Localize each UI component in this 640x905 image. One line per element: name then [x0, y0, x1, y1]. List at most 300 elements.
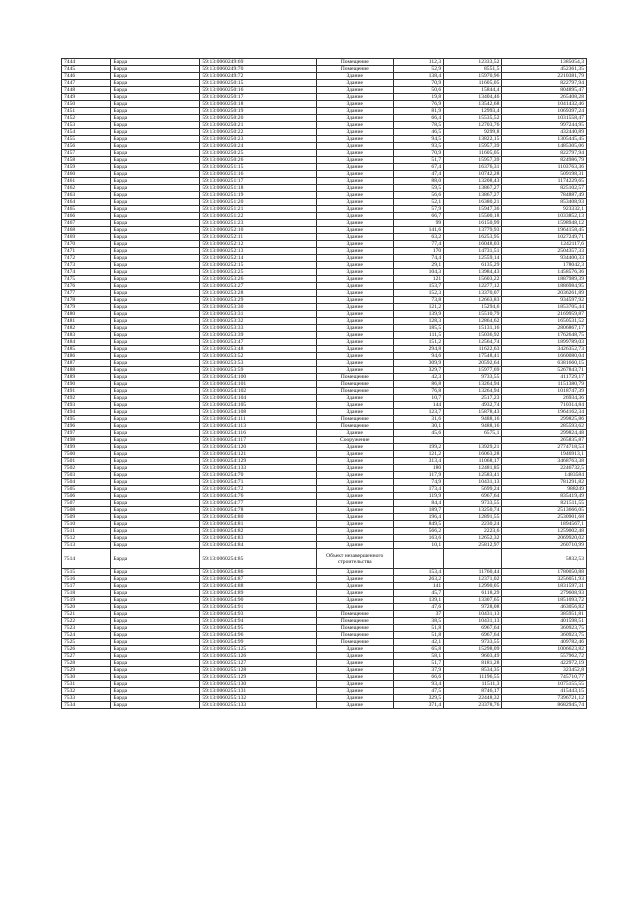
- row-number-cell: 7446: [62, 73, 111, 80]
- cadastral-number-cell: 59:13:0060254:77: [200, 500, 316, 507]
- cadastral-number-cell: 59:13:0060254:90: [200, 597, 316, 604]
- area-cell: 47,4: [393, 171, 444, 178]
- area-cell: 313,4: [393, 458, 444, 465]
- cadastral-value-cell: 452361,35: [502, 66, 587, 73]
- table-row: [62, 290, 587, 297]
- row-number-cell: 7458: [62, 157, 111, 164]
- unit-value-cell: 12333,52: [444, 59, 502, 66]
- unit-value-cell: 15131,16: [444, 325, 502, 332]
- cadastral-value-cell: 299825,86: [502, 416, 587, 423]
- unit-value-cell: 17548,41: [444, 353, 502, 360]
- object-type-cell: Здание: [316, 80, 393, 87]
- area-cell: 139,1: [393, 597, 444, 604]
- cadastral-number-cell: 59:13:0060253:29: [200, 297, 316, 304]
- area-cell: 123,7: [393, 409, 444, 416]
- cadastral-number-cell: 59:13:0060250:22: [200, 129, 316, 136]
- cadastral-number-cell: 59:13:0060253:30: [200, 304, 316, 311]
- cadastral-value-cell: 1762648,75: [502, 332, 587, 339]
- district-cell: Барда: [111, 395, 200, 402]
- row-number-cell: 7464: [62, 199, 111, 206]
- table-row: [62, 325, 587, 332]
- unit-value-cell: 2517,23: [444, 395, 502, 402]
- table-body: [62, 59, 587, 709]
- table-row: [62, 346, 587, 353]
- row-number-cell: 7455: [62, 136, 111, 143]
- row-number-cell: 7468: [62, 227, 111, 234]
- area-cell: 141,6: [393, 227, 444, 234]
- area-cell: 329,5: [393, 695, 444, 702]
- cadastral-value-cell: 784887,49: [502, 192, 587, 199]
- table-row: [62, 192, 587, 199]
- table-row: [62, 332, 587, 339]
- unit-value-cell: 12559,14: [444, 255, 502, 262]
- cadastral-number-cell: 59:13:0060255:131: [200, 688, 316, 695]
- table-row: [62, 339, 587, 346]
- cadastral-number-cell: 59:13:0060251:23: [200, 220, 316, 227]
- row-number-cell: 7505: [62, 486, 111, 493]
- district-cell: Барда: [111, 611, 200, 618]
- cadastral-number-cell: 59:13:0060251:18: [200, 185, 316, 192]
- object-type-cell: Помещение: [316, 625, 393, 632]
- table-row: [62, 472, 587, 479]
- area-cell: 153,7: [393, 283, 444, 290]
- district-cell: Барда: [111, 465, 200, 472]
- area-cell: 93,5: [393, 143, 444, 150]
- table-row: [62, 667, 587, 674]
- row-number-cell: 7473: [62, 262, 111, 269]
- unit-value-cell: 10431,13: [444, 618, 502, 625]
- unit-value-cell: 9603,49: [444, 653, 502, 660]
- cadastral-number-cell: 59:13:0060254:72: [200, 486, 316, 493]
- cadastral-number-cell: 59:13:0060250:21: [200, 122, 316, 129]
- table-row: [62, 171, 587, 178]
- cadastral-value-cell: 2530901,68: [502, 514, 587, 521]
- table-row: [62, 625, 587, 632]
- district-cell: Барда: [111, 646, 200, 653]
- object-type-cell: Здание: [316, 479, 393, 486]
- area-cell: 78,5: [393, 122, 444, 129]
- area-cell: 74,4: [393, 255, 444, 262]
- row-number-cell: 7497: [62, 430, 111, 437]
- area-cell: 196,4: [393, 514, 444, 521]
- area-cell: 199,2: [393, 444, 444, 451]
- row-number-cell: 7457: [62, 150, 111, 157]
- unit-value-cell: 6135,29: [444, 262, 502, 269]
- object-type-cell: Здание: [316, 304, 393, 311]
- district-cell: Барда: [111, 618, 200, 625]
- object-type-cell: Здание: [316, 248, 393, 255]
- area-cell: 99: [393, 220, 444, 227]
- cadastral-number-cell: 59:13:0060252:12: [200, 241, 316, 248]
- unit-value-cell: 2223,6: [444, 528, 502, 535]
- object-type-cell: Помещение: [316, 611, 393, 618]
- cadastral-number-cell: 59:13:0060255:127: [200, 660, 316, 667]
- unit-value-cell: 9299,8: [444, 129, 502, 136]
- object-type-cell: Здание: [316, 528, 393, 535]
- row-number-cell: 7501: [62, 458, 111, 465]
- cadastral-value-cell: 1242117,6: [502, 241, 587, 248]
- table-row: [62, 122, 587, 129]
- cadastral-value-cell: 1151380,79: [502, 381, 587, 388]
- row-number-cell: 7512: [62, 535, 111, 542]
- object-type-cell: Помещение: [316, 423, 393, 430]
- cadastral-value-cell: 2504357,33: [502, 248, 587, 255]
- district-cell: Барда: [111, 660, 200, 667]
- cadastral-number-cell: 59:13:0060255:130: [200, 681, 316, 688]
- cadastral-value-cell: 360923,75: [502, 632, 587, 639]
- object-type-cell: Здание: [316, 604, 393, 611]
- cadastral-value-cell: 1027249,71: [502, 234, 587, 241]
- row-number-cell: 7494: [62, 409, 111, 416]
- area-cell: 121: [393, 276, 444, 283]
- cadastral-number-cell: 59:13:0060254:80: [200, 514, 316, 521]
- table-row: [62, 402, 587, 409]
- cadastral-number-cell: 59:13:0060254:83: [200, 535, 316, 542]
- unit-value-cell: 11068,17: [444, 458, 502, 465]
- object-type-cell: Здание: [316, 178, 393, 185]
- area-cell: 42,1: [393, 639, 444, 646]
- cadastral-number-cell: 59:13:0060250:16: [200, 87, 316, 94]
- district-cell: Барда: [111, 549, 200, 569]
- object-type-cell: Сооружение: [316, 437, 393, 444]
- unit-value-cell: 12371,02: [444, 576, 502, 583]
- cadastral-value-cell: 822797,94: [502, 80, 587, 87]
- district-cell: Барда: [111, 73, 200, 80]
- cadastral-value-cell: 934597,92: [502, 297, 587, 304]
- unit-value-cell: 9488,16: [444, 423, 502, 430]
- cadastral-value-cell: 3426352,73: [502, 346, 587, 353]
- cadastral-number-cell: 59:13:0060254:93: [200, 611, 316, 618]
- area-cell: 46,5: [393, 129, 444, 136]
- table-row: [62, 101, 587, 108]
- object-type-cell: Здание: [316, 199, 393, 206]
- table-row: [62, 479, 587, 486]
- unit-value-cell: 16063,28: [444, 451, 502, 458]
- district-cell: Барда: [111, 94, 200, 101]
- cadastral-value-cell: 3468763,38: [502, 458, 587, 465]
- cadastral-number-cell: 59:13:0060254:108: [200, 409, 316, 416]
- object-type-cell: Здание: [316, 157, 393, 164]
- unit-value-cell: 12652,32: [444, 535, 502, 542]
- area-cell: 73,8: [393, 297, 444, 304]
- area-cell: 57,9: [393, 206, 444, 213]
- area-cell: 144: [393, 402, 444, 409]
- area-cell: 76,9: [393, 101, 444, 108]
- cadastral-number-cell: 59:13:0060252:13: [200, 248, 316, 255]
- object-type-cell: Здание: [316, 590, 393, 597]
- district-cell: Барда: [111, 430, 200, 437]
- cadastral-number-cell: 59:13:0060254:91: [200, 604, 316, 611]
- cadastral-number-cell: 59:13:0060251:21: [200, 206, 316, 213]
- row-number-cell: 7451: [62, 108, 111, 115]
- cadastral-number-cell: 59:13:0060254:89: [200, 590, 316, 597]
- cadastral-number-cell: 59:13:0060255:128: [200, 667, 316, 674]
- row-number-cell: 7509: [62, 514, 111, 521]
- row-number-cell: 7499: [62, 444, 111, 451]
- cadastral-number-cell: 59:13:0060250:19: [200, 108, 316, 115]
- area-cell: 70,9: [393, 80, 444, 87]
- table-row: [62, 486, 587, 493]
- area-cell: 77,4: [393, 241, 444, 248]
- object-type-cell: Здание: [316, 542, 393, 549]
- table-row: [62, 157, 587, 164]
- cadastral-value-cell: 2036261,89: [502, 290, 587, 297]
- table-row: [62, 409, 587, 416]
- row-number-cell: 7481: [62, 318, 111, 325]
- district-cell: Барда: [111, 199, 200, 206]
- area-cell: 849,5: [393, 521, 444, 528]
- district-cell: Барда: [111, 535, 200, 542]
- district-cell: Барда: [111, 171, 200, 178]
- cadastral-value-cell: 285593,62: [502, 423, 587, 430]
- table-row: [62, 604, 587, 611]
- object-type-cell: Здание: [316, 227, 393, 234]
- cadastral-number-cell: 59:13:0060253:32: [200, 318, 316, 325]
- district-cell: Барда: [111, 374, 200, 381]
- table-row: [62, 304, 587, 311]
- object-type-cell: Здание: [316, 646, 393, 653]
- unit-value-cell: 5699,24: [444, 486, 502, 493]
- row-number-cell: 7482: [62, 325, 111, 332]
- cadastral-value-cell: 1069397,24: [502, 108, 587, 115]
- district-cell: Барда: [111, 255, 200, 262]
- cadastral-value-cell: 988249: [502, 486, 587, 493]
- object-type-cell: Здание: [316, 465, 393, 472]
- row-number-cell: 7506: [62, 493, 111, 500]
- table-row: [62, 611, 587, 618]
- cadastral-value-cell: 265408,28: [502, 94, 587, 101]
- object-type-cell: Здание: [316, 695, 393, 702]
- unit-value-cell: 8534,35: [444, 667, 502, 674]
- cadastral-value-cell: 265835,87: [502, 437, 587, 444]
- row-number-cell: 7459: [62, 164, 111, 171]
- table-row: [62, 213, 587, 220]
- unit-value-cell: 6118,29: [444, 590, 502, 597]
- area-cell: 65,8: [393, 646, 444, 653]
- cadastral-value-cell: 825102,57: [502, 185, 587, 192]
- row-number-cell: 7472: [62, 255, 111, 262]
- district-cell: Барда: [111, 639, 200, 646]
- table-row: [62, 514, 587, 521]
- object-type-cell: Здание: [316, 430, 393, 437]
- unit-value-cell: [444, 549, 502, 569]
- table-row: [62, 388, 587, 395]
- cadastral-value-cell: 2169959,87: [502, 311, 587, 318]
- document-page: [61, 58, 587, 709]
- table-row: [62, 528, 587, 535]
- object-type-cell: Здание: [316, 353, 393, 360]
- row-number-cell: 7530: [62, 674, 111, 681]
- area-cell: 29,1: [393, 262, 444, 269]
- cadastral-value-cell: 821511,55: [502, 500, 587, 507]
- cadastral-value-cell: 1946913,1: [502, 451, 587, 458]
- area-cell: 70,9: [393, 150, 444, 157]
- district-cell: Барда: [111, 472, 200, 479]
- district-cell: Барда: [111, 164, 200, 171]
- table-row: [62, 374, 587, 381]
- area-cell: 66,7: [393, 213, 444, 220]
- object-type-cell: Здание: [316, 444, 393, 451]
- row-number-cell: 7507: [62, 500, 111, 507]
- area-cell: 50,6: [393, 87, 444, 94]
- unit-value-cell: 11605,05: [444, 80, 502, 87]
- table-row: [62, 80, 587, 87]
- district-cell: Барда: [111, 101, 200, 108]
- object-type-cell: Здание: [316, 521, 393, 528]
- table-row: [62, 143, 587, 150]
- table-row: [62, 451, 587, 458]
- cadastral-value-cell: 26934,36: [502, 395, 587, 402]
- cadastral-number-cell: 59:13:0060255:125: [200, 646, 316, 653]
- cadastral-value-cell: 2774718,53: [502, 444, 587, 451]
- district-cell: Барда: [111, 178, 200, 185]
- area-cell: 170: [393, 248, 444, 255]
- object-type-cell: Здание: [316, 332, 393, 339]
- unit-value-cell: 10431,13: [444, 479, 502, 486]
- row-number-cell: 7500: [62, 451, 111, 458]
- table-row: [62, 206, 587, 213]
- unit-value-cell: 15535,52: [444, 115, 502, 122]
- cadastral-number-cell: 59:13:0060254:96: [200, 632, 316, 639]
- table-row: [62, 521, 587, 528]
- unit-value-cell: 9488,16: [444, 416, 502, 423]
- object-type-cell: Помещение: [316, 632, 393, 639]
- cadastral-number-cell: 59:13:0060254:116: [200, 430, 316, 437]
- district-cell: Барда: [111, 402, 200, 409]
- district-cell: Барда: [111, 521, 200, 528]
- area-cell: 151,2: [393, 339, 444, 346]
- row-number-cell: 7525: [62, 639, 111, 646]
- row-number-cell: 7522: [62, 618, 111, 625]
- object-type-cell: Здание: [316, 283, 393, 290]
- row-number-cell: 7479: [62, 304, 111, 311]
- table-row: [62, 618, 587, 625]
- unit-value-cell: 16376,31: [444, 164, 502, 171]
- cadastral-number-cell: 59:13:0060250:17: [200, 94, 316, 101]
- cadastral-number-cell: 59:13:0060253:52: [200, 353, 316, 360]
- area-cell: [393, 437, 444, 444]
- object-type-cell: Здание: [316, 688, 393, 695]
- table-row: [62, 639, 587, 646]
- cadastral-value-cell: 422972,19: [502, 660, 587, 667]
- cadastral-value-cell: 1485305,06: [502, 143, 587, 150]
- row-number-cell: 7493: [62, 402, 111, 409]
- table-row: [62, 569, 587, 576]
- object-type-cell: Здание: [316, 241, 393, 248]
- cadastral-value-cell: 745710,77: [502, 674, 587, 681]
- unit-value-cell: 12583,41: [444, 472, 502, 479]
- cadastral-value-cell: 1894567,1: [502, 521, 587, 528]
- cadastral-value-cell: 279608,93: [502, 590, 587, 597]
- area-cell: 139,9: [393, 311, 444, 318]
- district-cell: Барда: [111, 667, 200, 674]
- district-cell: Барда: [111, 332, 200, 339]
- row-number-cell: 7513: [62, 542, 111, 549]
- area-cell: 111,5: [393, 332, 444, 339]
- district-cell: Барда: [111, 80, 200, 87]
- object-type-cell: Здание: [316, 451, 393, 458]
- cadastral-number-cell: 59:13:0060253:53: [200, 360, 316, 367]
- cadastral-value-cell: 1031558,47: [502, 115, 587, 122]
- unit-value-cell: 15970,96: [444, 73, 502, 80]
- cadastral-number-cell: 59:13:0060254:105: [200, 402, 316, 409]
- unit-value-cell: 15510,79: [444, 311, 502, 318]
- object-type-cell: Здание: [316, 667, 393, 674]
- row-number-cell: 7444: [62, 59, 111, 66]
- cadastral-value-cell: 1259002,48: [502, 528, 587, 535]
- cadastral-value-cell: 804895,47: [502, 87, 587, 94]
- cadastral-value-cell: 1041432,46: [502, 101, 587, 108]
- area-cell: 81,9: [393, 108, 444, 115]
- unit-value-cell: 15977,69: [444, 367, 502, 374]
- row-number-cell: 7450: [62, 101, 111, 108]
- object-type-cell: Здание: [316, 73, 393, 80]
- cadastral-value-cell: 1650531,52: [502, 318, 587, 325]
- district-cell: Барда: [111, 108, 200, 115]
- unit-value-cell: 11605,05: [444, 150, 502, 157]
- row-number-cell: 7502: [62, 465, 111, 472]
- area-cell: 51,7: [393, 157, 444, 164]
- row-number-cell: 7448: [62, 87, 111, 94]
- cadastral-number-cell: 59:13:0060254:94: [200, 618, 316, 625]
- table-row: [62, 87, 587, 94]
- unit-value-cell: 12663,83: [444, 297, 502, 304]
- object-type-cell: Здание: [316, 136, 393, 143]
- object-type-cell: Здание: [316, 576, 393, 583]
- area-cell: 45,6: [393, 430, 444, 437]
- area-cell: 47,5: [393, 688, 444, 695]
- cadastral-value-cell: 432440,89: [502, 129, 587, 136]
- unit-value-cell: 13867,27: [444, 192, 502, 199]
- area-cell: 294,8: [393, 346, 444, 353]
- table-row: [62, 430, 587, 437]
- district-cell: Барда: [111, 500, 200, 507]
- district-cell: Барда: [111, 192, 200, 199]
- unit-value-cell: 16380,21: [444, 199, 502, 206]
- cadastral-value-cell: 409782,46: [502, 639, 587, 646]
- row-number-cell: 7495: [62, 416, 111, 423]
- unit-value-cell: 13404,46: [444, 94, 502, 101]
- cadastral-number-cell: 59:13:0060249:70: [200, 66, 316, 73]
- district-cell: Барда: [111, 597, 200, 604]
- district-cell: Барда: [111, 129, 200, 136]
- district-cell: Барда: [111, 318, 200, 325]
- unit-value-cell: 12891,55: [444, 514, 502, 521]
- row-number-cell: 7520: [62, 604, 111, 611]
- unit-value-cell: 9728,08: [444, 604, 502, 611]
- district-cell: Барда: [111, 367, 200, 374]
- cadastral-number-cell: 59:13:0060250:20: [200, 115, 316, 122]
- district-cell: Барда: [111, 507, 200, 514]
- area-cell: 141: [393, 583, 444, 590]
- cadastral-number-cell: 59:13:0060254:71: [200, 479, 316, 486]
- cadastral-value-cell: 385951,81: [502, 611, 587, 618]
- row-number-cell: 7490: [62, 381, 111, 388]
- table-row: [62, 108, 587, 115]
- table-row: [62, 507, 587, 514]
- district-cell: Барда: [111, 423, 200, 430]
- area-cell: 189,7: [393, 507, 444, 514]
- unit-value-cell: 13370,07: [444, 290, 502, 297]
- unit-value-cell: 23378,76: [444, 702, 502, 709]
- cadastral-number-cell: 59:13:0060254:78: [200, 507, 316, 514]
- table-row: [62, 500, 587, 507]
- object-type-cell: Здание: [316, 269, 393, 276]
- object-type-cell: Здание: [316, 185, 393, 192]
- cadastral-value-cell: 923332,1: [502, 206, 587, 213]
- area-cell: 51,8: [393, 632, 444, 639]
- cadastral-number-cell: 59:13:0060253:26: [200, 276, 316, 283]
